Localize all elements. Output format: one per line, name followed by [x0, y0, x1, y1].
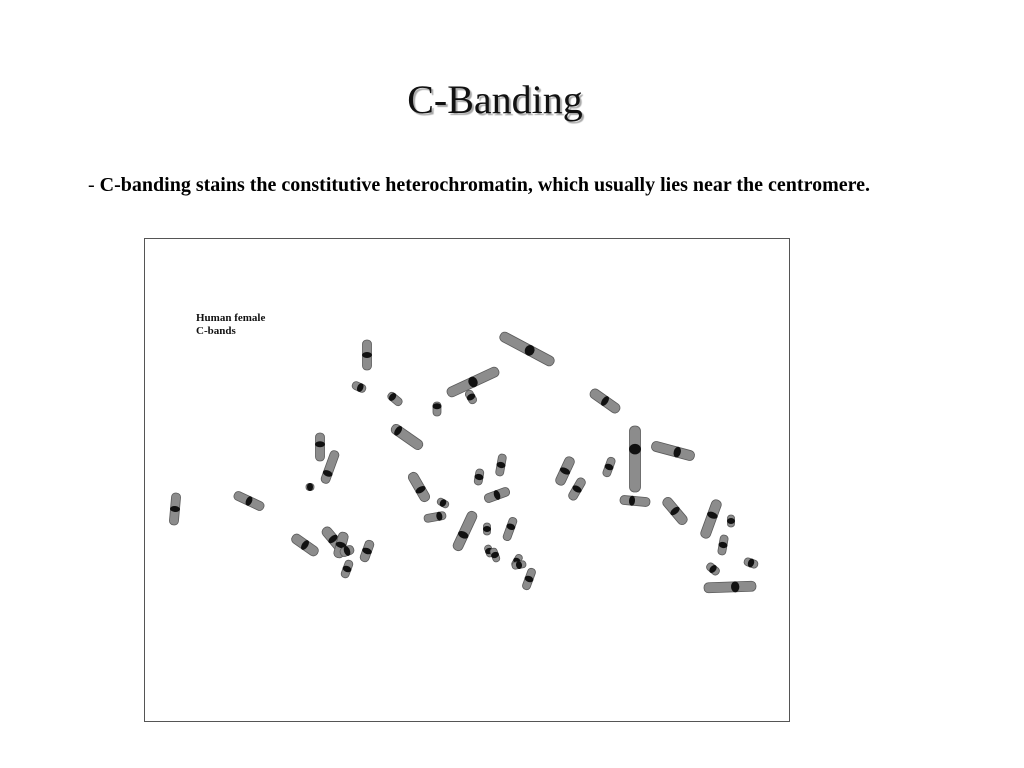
chromosome: [717, 534, 729, 555]
chromosome-arm: [389, 423, 424, 452]
figure-label-line1: Human female: [196, 312, 266, 324]
chromosome: [290, 532, 321, 558]
chromosome: [315, 433, 325, 461]
chromosome: [567, 476, 588, 502]
chromosome-arm: [407, 471, 432, 504]
chromosome: [406, 470, 432, 503]
chromosome: [483, 486, 511, 504]
c-band: [727, 518, 735, 524]
slide-title: C-Banding: [407, 77, 583, 122]
chromosome: [498, 330, 556, 368]
chromosome: [232, 490, 265, 513]
chromosome-arm: [630, 426, 641, 492]
chromosome: [359, 539, 376, 563]
chromosome: [386, 390, 404, 407]
bullet-dash: -: [88, 174, 95, 196]
c-band: [315, 441, 325, 447]
chromosome: [483, 523, 491, 535]
bullet-point: [88, 170, 938, 200]
chromosome: [650, 440, 695, 462]
c-band: [629, 444, 641, 455]
c-band: [433, 403, 442, 409]
chromosome: [727, 515, 735, 527]
chromosome: [433, 402, 442, 416]
chromosome-arm: [423, 511, 446, 523]
chromosome: [436, 497, 450, 510]
chromosome: [588, 387, 622, 416]
chromosome: [340, 559, 355, 579]
c-band: [362, 352, 372, 358]
bullet-text: C-banding stains the constitutive heterochromatin, which usually lies near the centromere.: [99, 174, 871, 196]
c-band: [483, 526, 491, 532]
chromosome: [351, 380, 367, 394]
chromosome-spread-image: [145, 239, 791, 723]
chromosome: [601, 456, 616, 478]
chromosome: [423, 511, 446, 524]
chromosome-arm: [650, 440, 695, 461]
chromosome: [705, 561, 722, 577]
c-band: [307, 483, 313, 491]
chromosome: [451, 510, 479, 553]
chromosome: [629, 426, 641, 492]
chromosome: [620, 495, 651, 508]
chromosome: [495, 453, 508, 476]
figure-label-line2: C-bands: [196, 325, 236, 337]
chromosome: [704, 581, 756, 594]
chromosome: [554, 455, 577, 487]
chromosome: [362, 340, 372, 370]
chromosome-arm: [699, 498, 722, 539]
chromosome: [306, 483, 314, 491]
chromosome: [521, 567, 537, 591]
chromosome: [389, 422, 425, 452]
chromosome: [661, 495, 690, 527]
chromosome: [473, 468, 485, 485]
chromosome: [699, 498, 723, 539]
chromosome: [743, 556, 759, 569]
chromosome: [169, 493, 182, 526]
chromosome-figure: [144, 238, 790, 722]
chromosome: [502, 516, 519, 542]
chromosome-arm: [452, 510, 479, 552]
chromosome-arm: [704, 581, 756, 593]
